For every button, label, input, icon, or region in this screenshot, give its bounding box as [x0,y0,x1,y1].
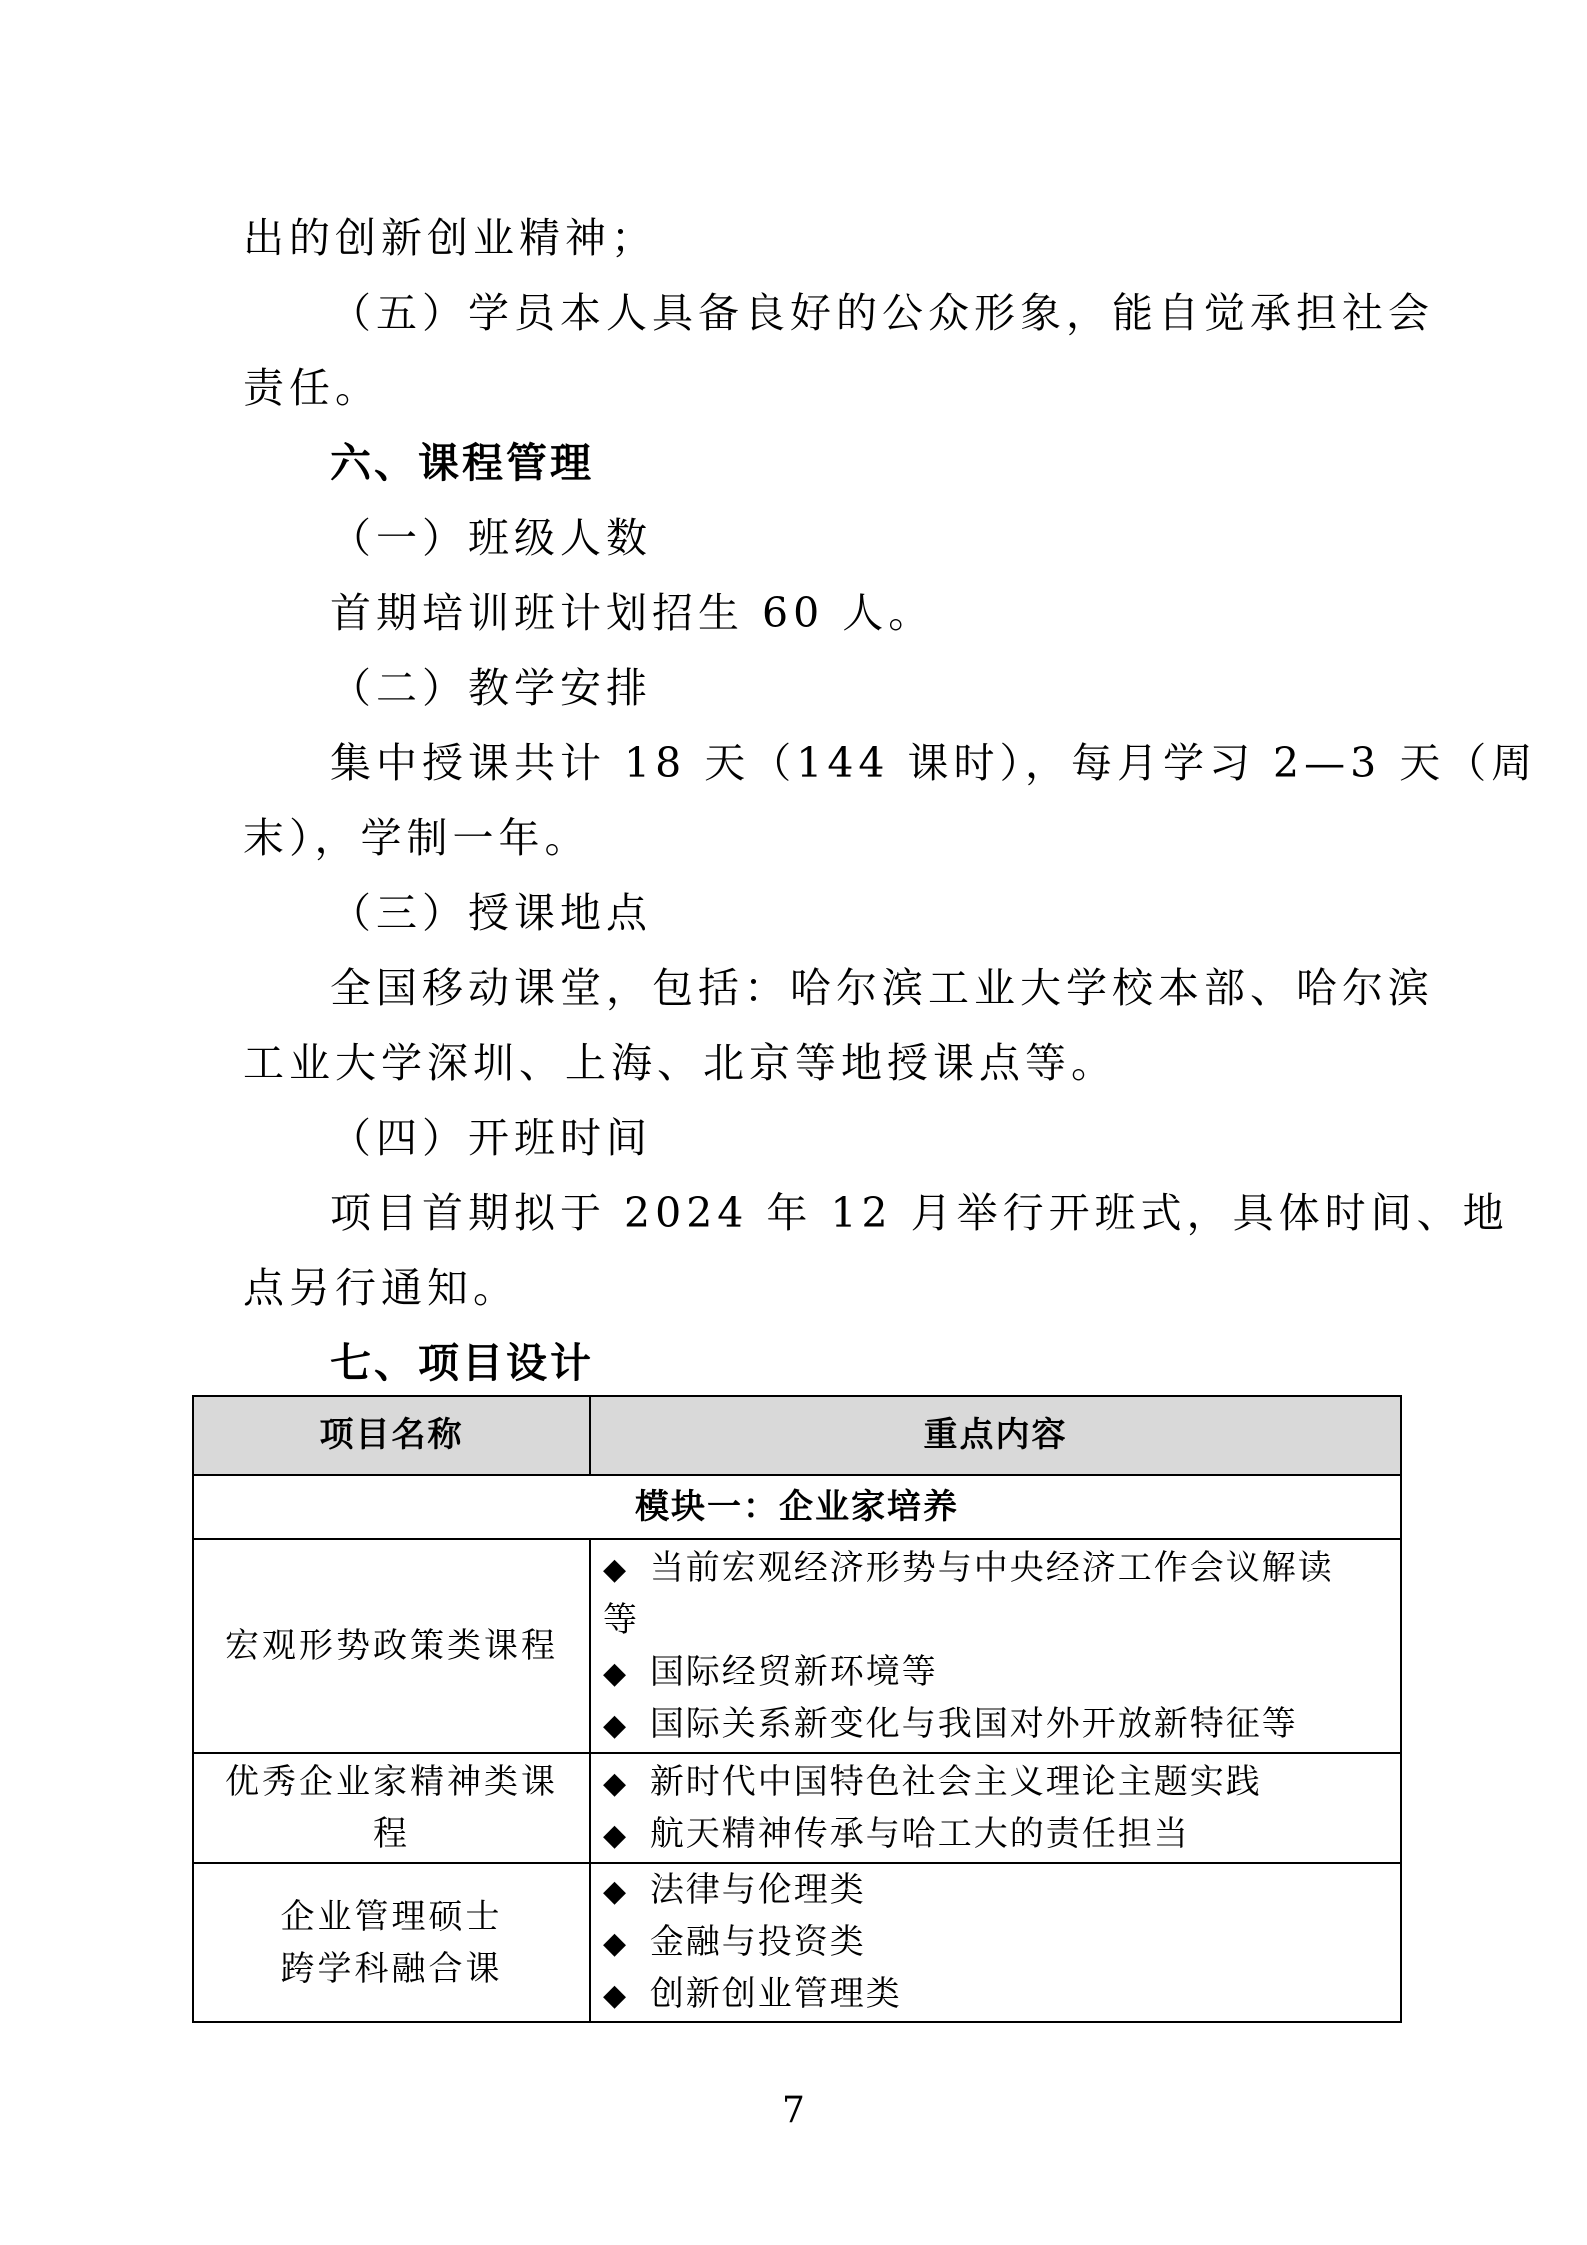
table-row-content [591,1864,1400,2021]
project-design-table [192,1395,1402,2023]
diamond-bullet-icon: ◆ [603,1978,629,2013]
row-name-line: 跨学科融合课 [280,1948,503,1989]
paragraph-line: 集中授课共计 18 天（144 课时），每月学习 2—3 天（周 [330,739,1538,787]
diamond-bullet-icon: ◆ [603,1656,629,1691]
paragraph-line: 点另行通知。 [243,1264,519,1312]
list-item-continuation: 等 [603,1600,639,1640]
diamond-bullet-icon: ◆ [603,1874,629,1909]
table-row-name [194,1754,589,1862]
diamond-bullet-icon: ◆ [603,1766,629,1801]
subsection-title: （三）授课地点 [330,889,652,937]
table-row-content [591,1540,1400,1752]
subsection-title: （一）班级人数 [330,514,652,562]
list-item: ◆ 国际关系新变化与我国对外开放新特征等 [603,1698,1298,1752]
paragraph-line: 全国移动课堂，包括：哈尔滨工业大学校本部、哈尔滨 [330,964,1434,1012]
row-name-line: 优秀企业家精神类课 [225,1762,558,1802]
row-name-line: 程 [373,1814,410,1854]
diamond-bullet-icon: ◆ [603,1708,629,1743]
list-item: ◆ 新时代中国特色社会主义理论主题实践 [603,1756,1262,1810]
section-heading-6: 六、课程管理 [330,439,594,487]
row-name-line: 企业管理硕士 [280,1896,503,1937]
row-name-line: 宏观形势政策类课程 [225,1626,558,1666]
module-row: 模块一：企业家培养 [635,1487,959,1527]
list-item: ◆ 法律与伦理类 [603,1864,866,1918]
diamond-bullet-icon: ◆ [603,1552,629,1587]
header-key-content: 重点内容 [923,1415,1068,1455]
paragraph-line: 首期培训班计划招生 60 人。 [330,589,935,637]
list-item: ◆ 创新创业管理类 [603,1968,902,2022]
diamond-bullet-icon: ◆ [603,1926,629,1961]
column-divider [589,1397,591,1476]
paragraph-line: 项目首期拟于 2024 年 12 月举行开班式，具体时间、地 [330,1189,1509,1237]
list-item: ◆ 当前宏观经济形势与中央经济工作会议解读 [603,1542,1334,1596]
table-row-name [194,1540,589,1752]
list-item: ◆ 国际经贸新环境等 [603,1646,938,1700]
table-row-content [591,1754,1400,1862]
subsection-title: （四）开班时间 [330,1114,652,1162]
list-item: ◆ 航天精神传承与哈工大的责任担当 [603,1808,1190,1862]
section-heading-7: 七、项目设计 [330,1339,594,1387]
list-item: ◆ 金融与投资类 [603,1916,866,1970]
header-project-name: 项目名称 [319,1415,464,1455]
paragraph-line: （五）学员本人具备良好的公众形象，能自觉承担社会 [330,289,1434,337]
subsection-title: （二）教学安排 [330,664,652,712]
paragraph-line: 工业大学深圳、上海、北京等地授课点等。 [243,1039,1117,1087]
page-number: 7 [782,2090,805,2131]
table-header-row [194,1397,1400,1476]
paragraph-line: 出的创新创业精神； [243,214,657,262]
table-row-name [194,1864,589,2021]
diamond-bullet-icon: ◆ [603,1818,629,1853]
paragraph-line: 责任。 [243,364,381,412]
paragraph-line: 末），学制一年。 [243,814,591,862]
